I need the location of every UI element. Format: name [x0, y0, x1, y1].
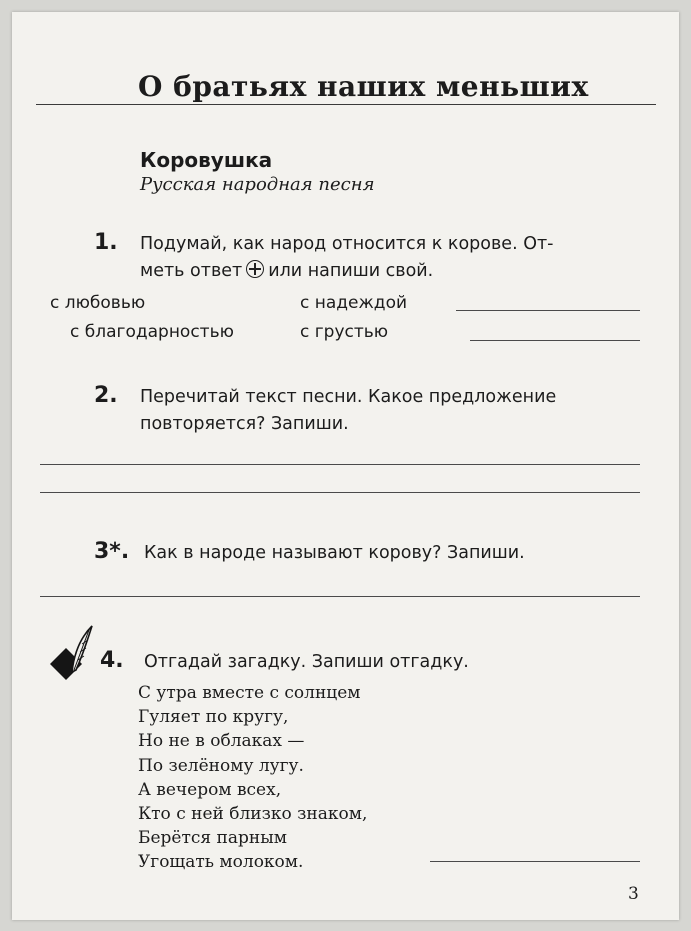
task-2-answer-line-2[interactable]	[40, 492, 640, 493]
riddle-line: Но не в облаках —	[138, 731, 305, 752]
task-1-line-2: меть ответ или напиши свой.	[140, 261, 434, 281]
option-hope[interactable]: с надеждой	[300, 293, 408, 313]
riddle-line: По зелёному лугу.	[138, 755, 304, 776]
riddle-line: Угощать молоком.	[138, 852, 304, 873]
task-1-line-1: Подумай, как народ относится к корове. От-	[140, 234, 554, 254]
task-4-number: 4.	[100, 648, 124, 673]
riddle-line: Берётся парным	[138, 828, 287, 849]
task-2-number: 2.	[94, 383, 118, 408]
task-2-answer-line-1[interactable]	[40, 464, 640, 465]
own-answer-line-1[interactable]	[456, 310, 640, 311]
riddle-line: Гуляет по кругу,	[138, 707, 289, 728]
task-3-text: Как в народе называют корову? Запиши.	[144, 543, 525, 563]
lesson-title: Коровушка	[140, 148, 273, 172]
task-2-line-2: повторяется? Запиши.	[140, 414, 349, 434]
lesson-subtitle: Русская народная песня	[140, 174, 375, 195]
task-1-text	[140, 231, 660, 285]
task-3-answer-line[interactable]	[40, 596, 640, 597]
quill-diamond-icon	[46, 624, 96, 682]
circle-plus-icon	[246, 260, 264, 278]
riddle-line: А вечером всех,	[138, 779, 282, 800]
task-4-text: Отгадай загадку. Запиши отгадку.	[144, 652, 469, 672]
own-answer-line-2[interactable]	[470, 340, 640, 341]
riddle-line: С утра вместе с солнцем	[138, 683, 361, 703]
title-divider	[36, 104, 656, 105]
riddle-answer-line[interactable]	[430, 861, 640, 862]
riddle-poem	[138, 681, 367, 875]
option-gratitude[interactable]: с благодарностью	[70, 322, 234, 342]
riddle-line: Кто с ней близко знаком,	[138, 804, 368, 825]
task-2-text	[140, 384, 660, 438]
page-number: 3	[628, 884, 639, 904]
task-3-number: 3*.	[94, 539, 130, 564]
page-title: О братьях наших меньших	[138, 70, 589, 103]
task-2-line-1: Перечитай текст песни. Какое предложение	[140, 387, 557, 407]
option-love[interactable]: с любовью	[50, 293, 146, 313]
task-1-number: 1.	[94, 230, 118, 255]
option-sadness[interactable]: с грустью	[300, 322, 389, 342]
workbook-page	[12, 12, 679, 920]
